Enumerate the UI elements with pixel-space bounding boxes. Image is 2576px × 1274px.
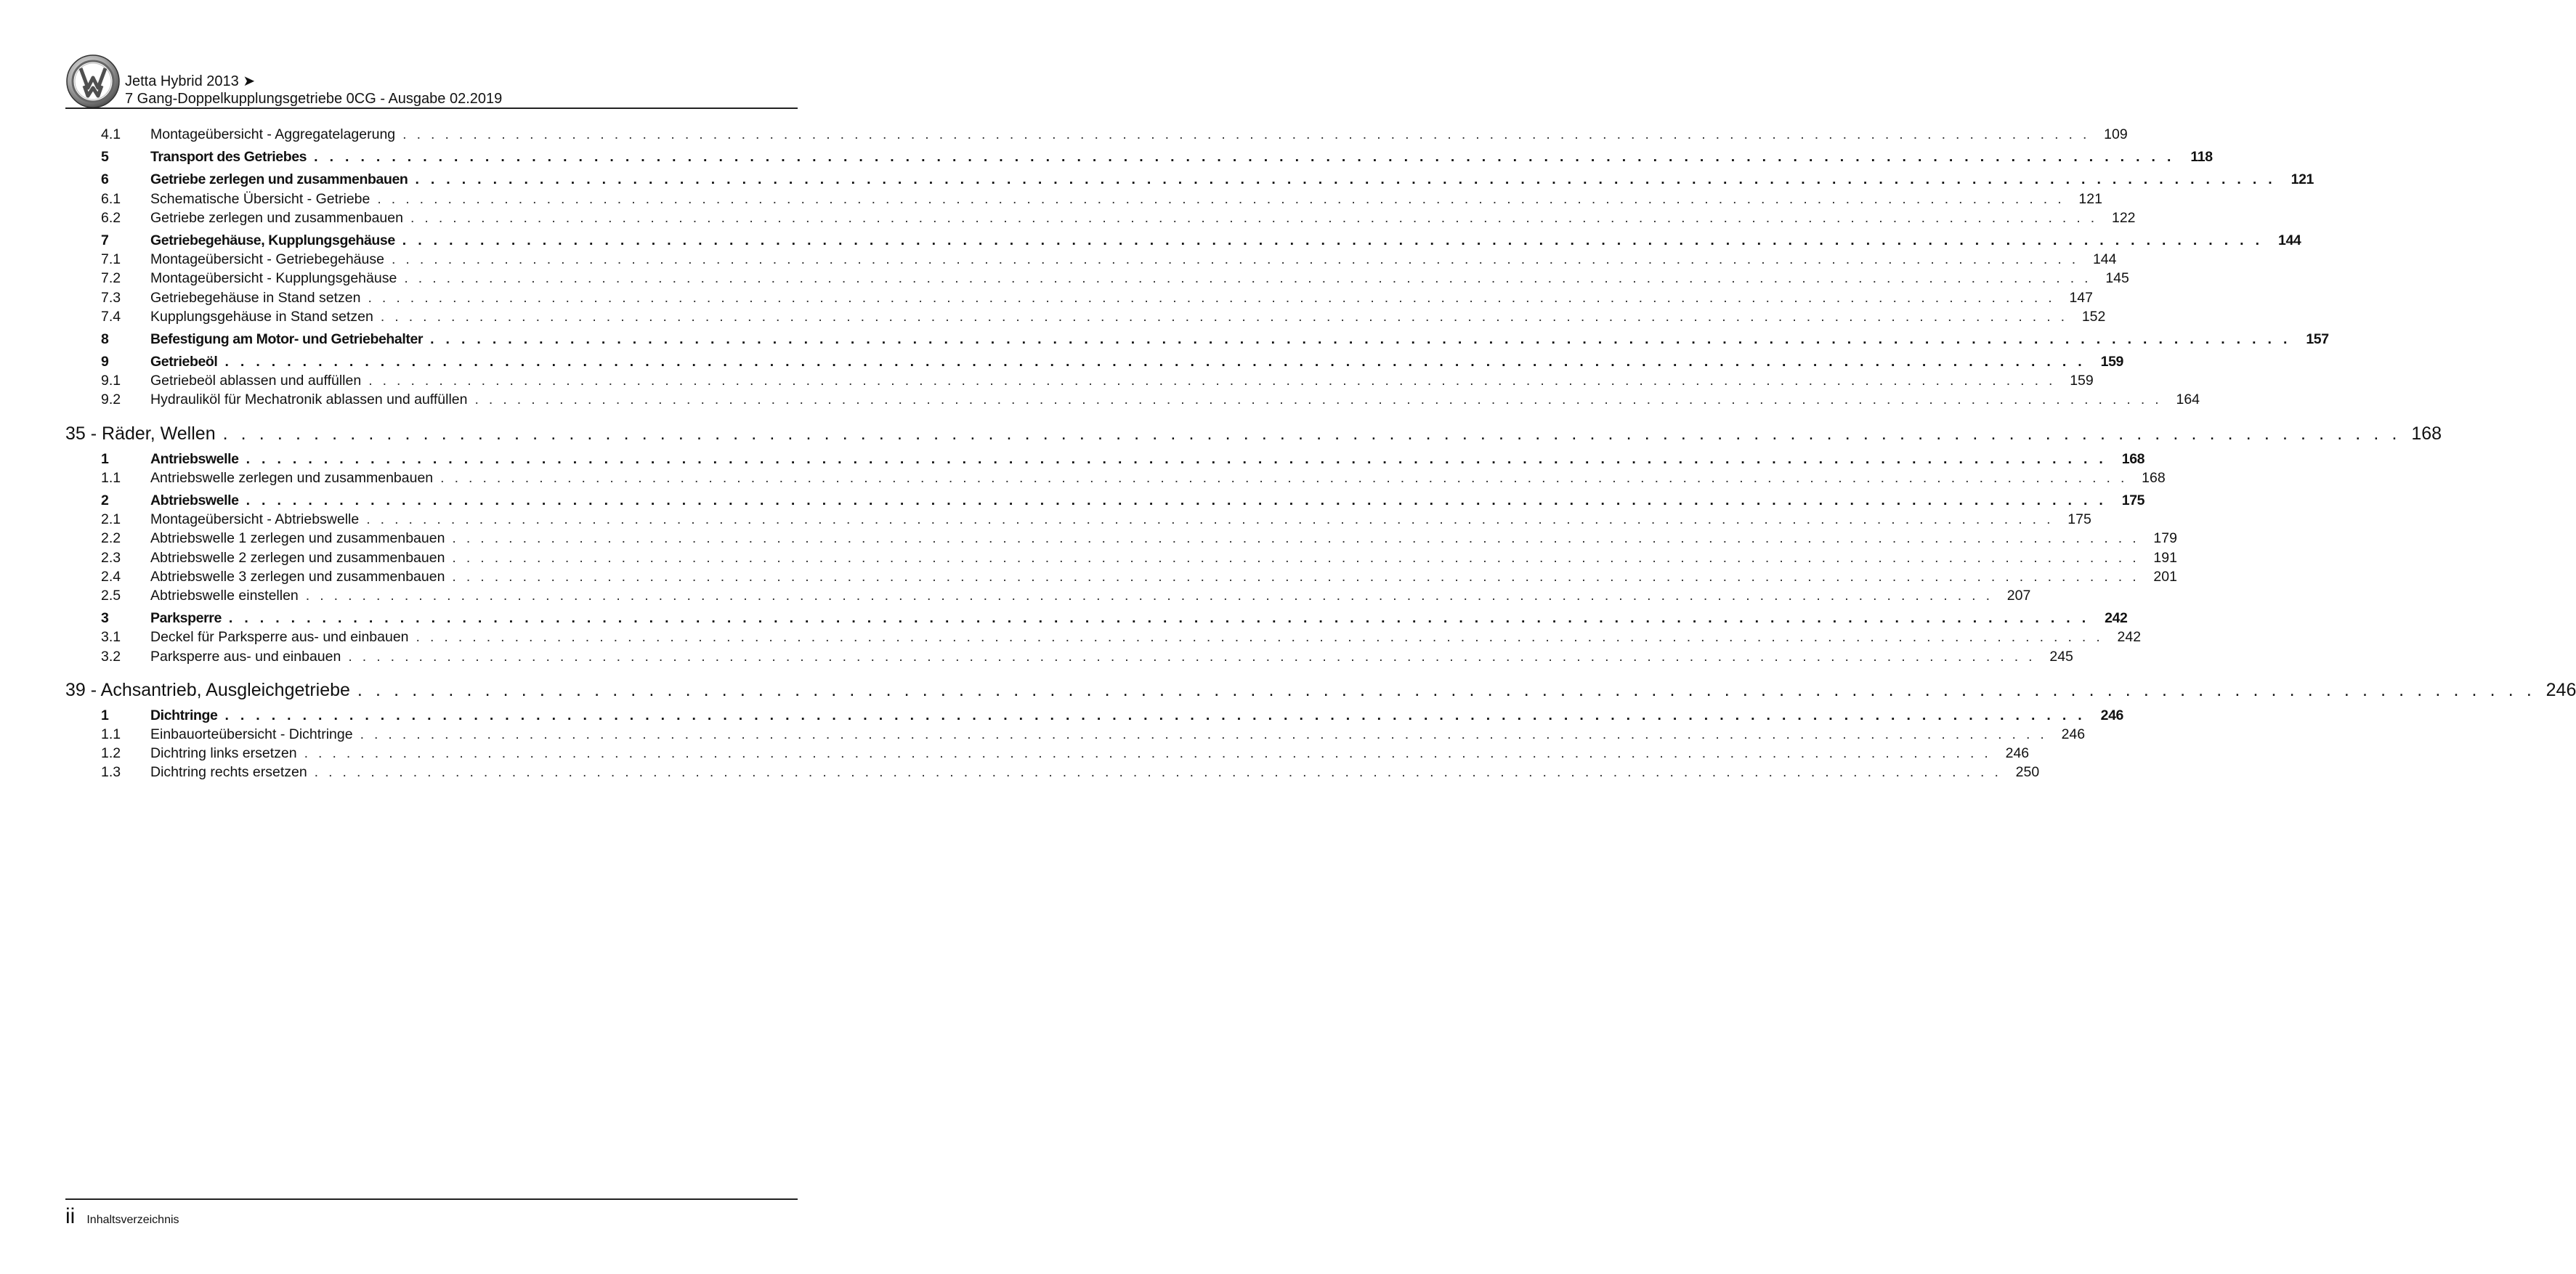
toc-entry-title: Abtriebswelle 2 zerlegen und zusammenbauen <box>150 549 445 566</box>
toc-dot-leader: . . . . . . . . . . . . . . . . . . . . . . . . . . . . . . . . . . . . . . . . . . . . . . . . . . . . . . . . . . . . . . . . . . . . . . . . . . . . . . . . . . . . . . . . . . . . . . . . . . . . . . . . . . . . . . . . . . . . . . . . <box>416 629 2104 646</box>
toc-dot-leader: . . . . . . . . . . . . . . . . . . . . . . . . . . . . . . . . . . . . . . . . . . . . . . . . . . . . . . . . . . . . . . . . . . . . . . . . . . . . . . . . . . . . . . . . . . . . . . . . . . . . . . . . . . . . . . . . . . . . . . . . <box>452 549 2139 566</box>
toc-entry-number: 8 <box>101 330 109 347</box>
toc-entry-page: 246 <box>2005 745 2030 762</box>
toc-entry-title: Getriebegehäuse in Stand setzen <box>150 289 361 306</box>
toc-entry-number: 1.1 <box>101 469 121 486</box>
toc-dot-leader: . . . . . . . . . . . . . . . . . . . . . . . . . . . . . . . . . . . . . . . . . . . . . . . . . . . . . . . . . . . . . . . . . . . . . . . . . . . . . . . . . . . . . . . . . . . . . . . . . . . . . . . . . . . . . . . . . . . . . . . . <box>377 190 2065 207</box>
toc-dot-leader: . . . . . . . . . . . . . . . . . . . . . . . . . . . . . . . . . . . . . . . . . . . . . . . . . . . . . . . . . . . . . . . . . . . . . . . . . . . . . . . . . . . . . . . . . . . . . . . . . . . . . . . . . . . . . . . . . . . . . . . . <box>360 726 2048 742</box>
toc-entry-page: 168 <box>2411 423 2442 444</box>
toc-dot-leader: . . . . . . . . . . . . . . . . . . . . . . . . . . . . . . . . . . . . . . . . . . . . . . . . . . . . . . . . . . . . . . . . . . . . . . . . . . . . . . . . . . . . . . . . . . . . . . . . . . . . . . . . . . . . . . . . . . . . . . . . <box>402 126 2090 142</box>
toc-entry[interactable] <box>65 371 2094 390</box>
toc-entry-number: 1.2 <box>101 745 121 762</box>
toc-entry[interactable] <box>65 147 2213 166</box>
toc-dot-leader: . . . . . . . . . . . . . . . . . . . . . . . . . . . . . . . . . . . . . . . . . . . . . . . . . . . . . . . . . . . . . . . . . . . . . . . . . . . . . . . . . . . . . . . . . . . . . . . . . . . . . . . . . . . . . . . . . . . . . . . . <box>452 530 2139 547</box>
toc-entry-number: 7.3 <box>101 289 121 306</box>
toc-entry-page: 159 <box>2070 373 2094 389</box>
toc-entry-page: 191 <box>2153 549 2177 566</box>
toc-entry-title: Getriebe zerlegen und zusammenbauen <box>150 209 403 226</box>
toc-dot-leader: . . . . . . . . . . . . . . . . . . . . . . . . . . . . . . . . . . . . . . . . . . . . . . . . . . . . . . . . . . . . . . . . . . . . . . . . . . . . . . . . . . . . . . . . . . . . . . . . . . . . . . . . . . . . . . . . . . . . . . . . <box>474 391 2163 408</box>
toc-entry-title: Getriebegehäuse, Kupplungsgehäuse <box>150 232 395 248</box>
toc-entry-page: 175 <box>2121 492 2145 508</box>
toc-entry-title: Abtriebswelle 1 zerlegen und zusammenbauen <box>150 530 445 547</box>
toc-entry-title: Parksperre <box>150 610 222 627</box>
toc-dot-leader: . . . . . . . . . . . . . . . . . . . . . . . . . . . . . . . . . . . . . . . . . . . . . . . . . . . . . . . . . . . . . . . . . . . . . . . . . . . . . . . . . . . . . . . . . . . . . . . . . . . . . . . . . . . . . . . . . . . . . . . . <box>224 354 2086 370</box>
toc-entry-title: Montageübersicht - Abtriebswelle <box>150 511 360 528</box>
toc-entry-number: 1 <box>101 450 109 467</box>
toc-entry[interactable] <box>65 510 2091 529</box>
toc-entry-page: 168 <box>2142 469 2166 486</box>
toc-entry-page: 164 <box>2176 391 2200 408</box>
toc-dot-leader: . . . . . . . . . . . . . . . . . . . . . . . . . . . . . . . . . . . . . . . . . . . . . . . . . . . . . . . . . . . . . . . . . . . . . . . . . . . . . . . . . . . . . . . . . . . . . . . . . . . . . . . . . . . . . . . . . . . . . . . . <box>430 330 2291 347</box>
toc-dot-leader: . . . . . . . . . . . . . . . . . . . . . . . . . . . . . . . . . . . . . . . . . . . . . . . . . . . . . . . . . . . . . . . . . . . . . . . . . . . . . . . . . . . . . . . . . . . . . . . . . . . . . . . . . . . . . . . . . . . . . . . . <box>305 587 1993 604</box>
toc-entry-title: Antriebswelle zerlegen und zusammenbauen <box>150 469 434 486</box>
toc-dot-leader: . . . . . . . . . . . . . . . . . . . . . . . . . . . . . . . . . . . . . . . . . . . . . . . . . . . . . . . . . . . . . . . . . . . . . . . . . . . . . . . . . . . . . . . . . . . . . . . . . . . . . . . . . . . . . . . . . . . . . . . . <box>304 745 1992 762</box>
toc-entry-page: 242 <box>2105 610 2128 627</box>
header-divider <box>65 107 798 109</box>
toc-entry-title: Montageübersicht - Getriebegehäuse <box>150 251 384 268</box>
footer-page-number: ii <box>65 1204 76 1228</box>
toc-entry[interactable] <box>65 468 2166 487</box>
table-of-contents <box>65 125 2576 782</box>
toc-entry-number: 6.2 <box>101 209 121 226</box>
toc-entry[interactable] <box>65 307 2106 326</box>
toc-entry-title: Abtriebswelle <box>150 492 239 508</box>
toc-entry-number: 5 <box>101 149 109 166</box>
toc-dot-leader: . . . . . . . . . . . . . . . . . . . . . . . . . . . . . . . . . . . . . . . . . . . . . . . . . . . . . . . . . . . . . . . . . . . . . . . . . . . . . . . . . . . . . . . . . . . . . . . . . . . . . . . . . . . . . . . . . . . . . . . . <box>380 308 2068 325</box>
toc-entry-page: 147 <box>2069 289 2093 306</box>
toc-entry[interactable] <box>65 744 2030 763</box>
toc-dot-leader: . . . . . . . . . . . . . . . . . . . . . . . . . . . . . . . . . . . . . . . . . . . . . . . . . . . . . . . . . . . . . . . . . . . . . . . . . . . . . . . . . . . . . . . . . . . . . . . . . . . . . . . . . . . . . . . . . . . . . . . . <box>366 511 2054 528</box>
toc-entry-title: Transport des Getriebes <box>150 149 307 166</box>
toc-entry[interactable] <box>65 567 2177 586</box>
footer-divider <box>65 1198 798 1200</box>
toc-entry-page: 179 <box>2153 530 2177 547</box>
toc-entry[interactable] <box>65 763 2040 782</box>
toc-entry-title: Dichtring links ersetzen <box>150 745 297 762</box>
header-subtitle: 7 Gang-Doppelkupplungsgetriebe 0CG - Ausgabe 02.2019 <box>125 91 503 107</box>
toc-entry-page: 246 <box>2545 679 2576 700</box>
toc-entry[interactable] <box>65 706 2123 725</box>
toc-entry-page: 157 <box>2306 330 2329 347</box>
toc-dot-leader: . . . . . . . . . . . . . . . . . . . . . . . . . . . . . . . . . . . . . . . . . . . . . . . . . . . . . . . . . . . . . . . . . . . . . . . . . . . . . . . . . . . . . . . . . . . . . . . . . . . . . . . . . . . . . . . . . . . . . . . . <box>368 289 2055 306</box>
toc-entry-page: 159 <box>2100 354 2123 370</box>
toc-entry-title: Deckel für Parksperre aus- und einbauen <box>150 629 409 646</box>
toc-dot-leader: . . . . . . . . . . . . . . . . . . . . . . . . . . . . . . . . . . . . . . . . . . . . . . . . . . . . . . . . . . . . . . . . . . . . . . . . . . . . . . . . . . . . . . . . . . . . . . . . . . . . . . . . . . . . . . . . . . . . . . . . <box>440 469 2128 486</box>
toc-entry-page: 246 <box>2100 707 2123 723</box>
toc-entry-number: 3 <box>101 610 109 627</box>
toc-entry-title: Befestigung am Motor- und Getriebehalter <box>150 330 424 347</box>
toc-entry-number: 1.1 <box>101 726 121 742</box>
toc-entry-title: Einbauorteübersicht - Dichtringe <box>150 726 353 742</box>
toc-entry[interactable] <box>65 250 2117 269</box>
toc-entry-number: 3.2 <box>101 648 121 665</box>
toc-entry-title: Dichtringe <box>150 707 218 723</box>
toc-entry[interactable] <box>65 548 2177 567</box>
toc-entry-number: 7 <box>101 232 109 248</box>
toc-dot-leader: . . . . . . . . . . . . . . . . . . . . . . . . . . . . . . . . . . . . . . . . . . . . . . . . . . . . . . . . . . . . . . . . . . . . . . . . . . . . . . . . . . . . . . . . . . . . . . . . . . . . . . . . . . . . . . . . . . . . . . . . <box>228 610 2090 627</box>
footer-section-label: Inhaltsverzeichnis <box>86 1214 179 1226</box>
toc-entry-title: Getriebeöl ablassen und auffüllen <box>150 373 362 389</box>
toc-entry-page: 109 <box>2104 126 2128 142</box>
toc-entry-title: Dichtring rechts ersetzen <box>150 764 307 781</box>
toc-entry-number: 4.1 <box>101 126 121 142</box>
header-title <box>125 73 502 107</box>
toc-entry[interactable] <box>65 231 2301 250</box>
toc-dot-leader: . . . . . . . . . . . . . . . . . . . . . . . . . . . . . . . . . . . . . . . . . . . . . . . . . . . . . . . . . . . . . . . . . . . . . . . . . . . . . . . . . . . . . . . . . . . . . . . . . . . . . . . . . . . . . . . . . . . . . . . . <box>222 423 2402 444</box>
toc-chapter-entry[interactable] <box>65 678 2576 702</box>
page-header <box>65 54 798 112</box>
toc-entry-title: Antriebswelle <box>150 450 239 467</box>
toc-entry-number: 1.3 <box>101 764 121 781</box>
toc-entry-page: 207 <box>2006 587 2031 604</box>
toc-entry[interactable] <box>65 269 2129 288</box>
toc-entry-number: 6 <box>101 171 109 188</box>
toc-dot-leader: . . . . . . . . . . . . . . . . . . . . . . . . . . . . . . . . . . . . . . . . . . . . . . . . . . . . . . . . . . . . . . . . . . . . . . . . . . . . . . . . . . . . . . . . . . . . . . . . . . . . . . . . . . . . . . . . . . . . . . . . <box>357 679 2536 700</box>
toc-entry[interactable] <box>65 529 2177 548</box>
toc-entry-page: 246 <box>2061 726 2086 742</box>
toc-entry-page: 152 <box>2081 308 2106 325</box>
toc-entry-page: 144 <box>2278 232 2301 248</box>
toc-entry[interactable] <box>65 170 2314 189</box>
toc-entry[interactable] <box>65 628 2142 646</box>
toc-entry-number: 7.2 <box>101 270 121 287</box>
toc-entry-number: 2.4 <box>101 568 121 585</box>
toc-dot-leader: . . . . . . . . . . . . . . . . . . . . . . . . . . . . . . . . . . . . . . . . . . . . . . . . . . . . . . . . . . . . . . . . . . . . . . . . . . . . . . . . . . . . . . . . . . . . . . . . . . . . . . . . . . . . . . . . . . . . . . . . <box>368 373 2056 389</box>
toc-entry-number: 2.3 <box>101 549 121 566</box>
toc-entry-number: 9 <box>101 354 109 370</box>
toc-entry[interactable] <box>65 352 2123 371</box>
toc-entry-page: 245 <box>2049 648 2073 665</box>
toc-entry-number: 2.5 <box>101 587 121 604</box>
toc-entry-title: Montageübersicht - Kupplungsgehäuse <box>150 270 397 287</box>
toc-entry-page: 118 <box>2190 149 2213 166</box>
toc-entry-number: 7.4 <box>101 308 121 325</box>
toc-dot-leader: . . . . . . . . . . . . . . . . . . . . . . . . . . . . . . . . . . . . . . . . . . . . . . . . . . . . . . . . . . . . . . . . . . . . . . . . . . . . . . . . . . . . . . . . . . . . . . . . . . . . . . . . . . . . . . . . . . . . . . . . <box>348 648 2036 665</box>
toc-entry-page: 242 <box>2117 629 2142 646</box>
toc-entry-title: Hydrauliköl für Mechatronik ablassen und auffüllen <box>150 391 468 408</box>
toc-entry-title: Kupplungsgehäuse in Stand setzen <box>150 308 373 325</box>
toc-entry-number: 9.1 <box>101 373 121 389</box>
toc-entry-number: 9.2 <box>101 391 121 408</box>
toc-dot-leader: . . . . . . . . . . . . . . . . . . . . . . . . . . . . . . . . . . . . . . . . . . . . . . . . . . . . . . . . . . . . . . . . . . . . . . . . . . . . . . . . . . . . . . . . . . . . . . . . . . . . . . . . . . . . . . . . . . . . . . . . <box>410 209 2098 226</box>
toc-entry-number: 2 <box>101 492 109 508</box>
toc-entry[interactable] <box>65 190 2102 208</box>
toc-entry-page: 250 <box>2015 764 2040 781</box>
toc-entry[interactable] <box>65 450 2145 468</box>
toc-entry-title: Parksperre aus- und einbauen <box>150 648 341 665</box>
toc-dot-leader: . . . . . . . . . . . . . . . . . . . . . . . . . . . . . . . . . . . . . . . . . . . . . . . . . . . . . . . . . . . . . . . . . . . . . . . . . . . . . . . . . . . . . . . . . . . . . . . . . . . . . . . . . . . . . . . . . . . . . . . . <box>452 568 2139 585</box>
toc-entry[interactable] <box>65 330 2329 349</box>
toc-entry-page: 121 <box>2078 190 2102 207</box>
toc-dot-leader: . . . . . . . . . . . . . . . . . . . . . . . . . . . . . . . . . . . . . . . . . . . . . . . . . . . . . . . . . . . . . . . . . . . . . . . . . . . . . . . . . . . . . . . . . . . . . . . . . . . . . . . . . . . . . . . . . . . . . . . . <box>404 270 2091 287</box>
toc-entry-number: 2.2 <box>101 530 121 547</box>
toc-entry-title: Montageübersicht - Aggregatelagerung <box>150 126 396 142</box>
toc-entry[interactable] <box>65 586 2031 605</box>
toc-entry[interactable] <box>65 725 2086 744</box>
toc-entry-number: 3.1 <box>101 629 121 646</box>
toc-dot-leader: . . . . . . . . . . . . . . . . . . . . . . . . . . . . . . . . . . . . . . . . . . . . . . . . . . . . . . . . . . . . . . . . . . . . . . . . . . . . . . . . . . . . . . . . . . . . . . . . . . . . . . . . . . . . . . . . . . . . . . . . <box>391 251 2079 268</box>
toc-dot-leader: . . . . . . . . . . . . . . . . . . . . . . . . . . . . . . . . . . . . . . . . . . . . . . . . . . . . . . . . . . . . . . . . . . . . . . . . . . . . . . . . . . . . . . . . . . . . . . . . . . . . . . . . . . . . . . . . . . . . . . . . <box>246 450 2107 467</box>
toc-dot-leader: . . . . . . . . . . . . . . . . . . . . . . . . . . . . . . . . . . . . . . . . . . . . . . . . . . . . . . . . . . . . . . . . . . . . . . . . . . . . . . . . . . . . . . . . . . . . . . . . . . . . . . . . . . . . . . . . . . . . . . . . <box>402 232 2264 248</box>
toc-entry-number: 7.1 <box>101 251 121 268</box>
toc-entry[interactable] <box>65 208 2136 227</box>
page-footer <box>65 1204 179 1229</box>
toc-entry[interactable] <box>65 390 2200 409</box>
toc-entry-number: 6.1 <box>101 190 121 207</box>
volkswagen-logo <box>65 54 121 109</box>
toc-entry-page: 144 <box>2092 251 2117 268</box>
toc-entry-title: Schematische Übersicht - Getriebe <box>150 190 370 207</box>
toc-entry[interactable] <box>65 491 2145 510</box>
toc-entry[interactable] <box>65 609 2128 628</box>
toc-entry[interactable] <box>65 647 2073 666</box>
toc-entry-page: 175 <box>2067 511 2091 528</box>
toc-entry-title: 35 - Räder, Wellen <box>65 423 216 444</box>
toc-entry[interactable] <box>65 288 2093 307</box>
toc-dot-leader: . . . . . . . . . . . . . . . . . . . . . . . . . . . . . . . . . . . . . . . . . . . . . . . . . . . . . . . . . . . . . . . . . . . . . . . . . . . . . . . . . . . . . . . . . . . . . . . . . . . . . . . . . . . . . . . . . . . . . . . . <box>314 149 2175 166</box>
toc-entry-page: 145 <box>2105 270 2129 287</box>
toc-dot-leader: . . . . . . . . . . . . . . . . . . . . . . . . . . . . . . . . . . . . . . . . . . . . . . . . . . . . . . . . . . . . . . . . . . . . . . . . . . . . . . . . . . . . . . . . . . . . . . . . . . . . . . . . . . . . . . . . . . . . . . . . <box>224 707 2086 723</box>
toc-entry[interactable] <box>65 125 2128 144</box>
toc-entry-page: 168 <box>2121 450 2145 467</box>
toc-dot-leader: . . . . . . . . . . . . . . . . . . . . . . . . . . . . . . . . . . . . . . . . . . . . . . . . . . . . . . . . . . . . . . . . . . . . . . . . . . . . . . . . . . . . . . . . . . . . . . . . . . . . . . . . . . . . . . . . . . . . . . . . <box>246 492 2107 508</box>
toc-entry-title: Abtriebswelle einstellen <box>150 587 299 604</box>
toc-dot-leader: . . . . . . . . . . . . . . . . . . . . . . . . . . . . . . . . . . . . . . . . . . . . . . . . . . . . . . . . . . . . . . . . . . . . . . . . . . . . . . . . . . . . . . . . . . . . . . . . . . . . . . . . . . . . . . . . . . . . . . . . <box>314 764 2002 781</box>
toc-entry-title: Abtriebswelle 3 zerlegen und zusammenbauen <box>150 568 445 585</box>
toc-entry-page: 201 <box>2153 568 2177 585</box>
header-model: Jetta Hybrid 2013 ➤ <box>125 73 256 89</box>
toc-entry-title: Getriebeöl <box>150 354 218 370</box>
toc-entry-page: 121 <box>2291 171 2314 188</box>
toc-entry-page: 122 <box>2111 209 2136 226</box>
toc-entry-title: Getriebe zerlegen und zusammenbauen <box>150 171 408 188</box>
toc-entry-title: 39 - Achsantrieb, Ausgleichgetriebe <box>65 679 350 700</box>
toc-dot-leader: . . . . . . . . . . . . . . . . . . . . . . . . . . . . . . . . . . . . . . . . . . . . . . . . . . . . . . . . . . . . . . . . . . . . . . . . . . . . . . . . . . . . . . . . . . . . . . . . . . . . . . . . . . . . . . . . . . . . . . . . <box>415 171 2276 188</box>
toc-entry-number: 2.1 <box>101 511 121 528</box>
toc-entry-number: 1 <box>101 707 109 723</box>
toc-chapter-entry[interactable] <box>65 421 2442 446</box>
